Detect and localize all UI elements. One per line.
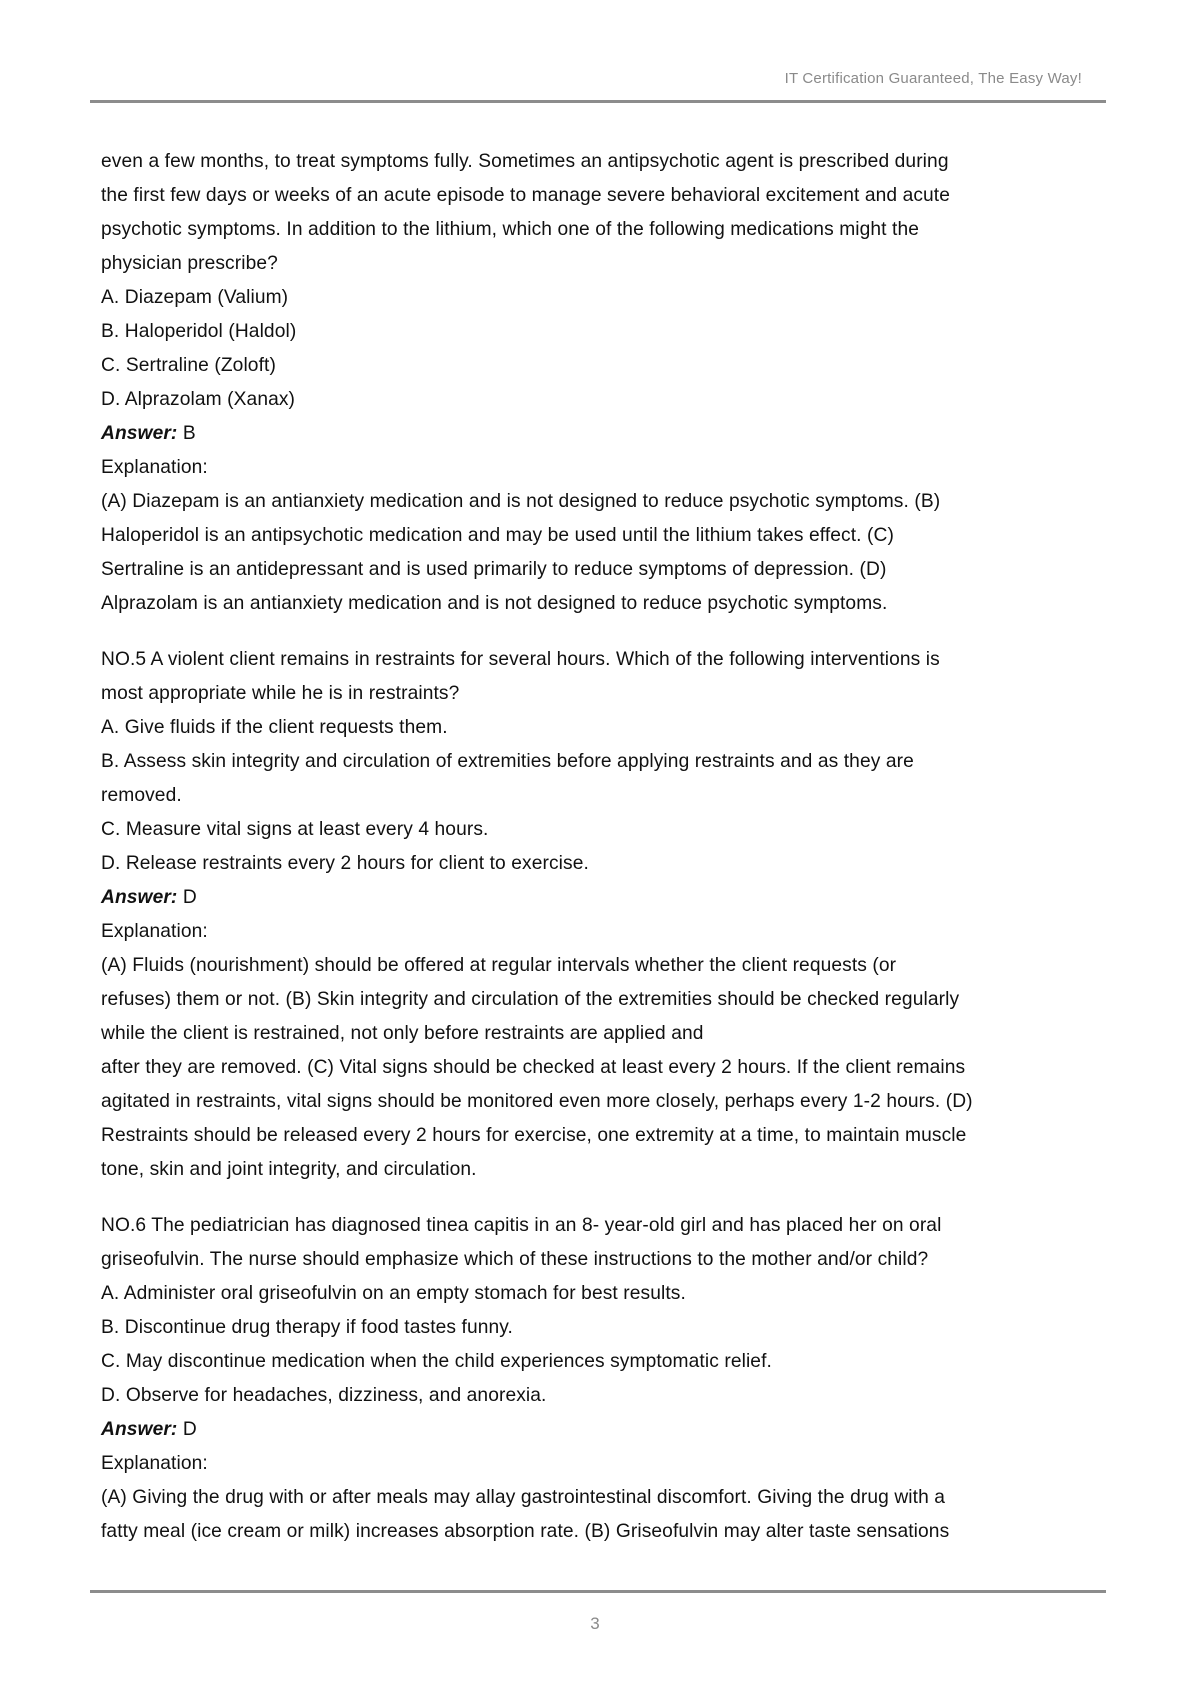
explanation-label: Explanation: [101,1453,208,1474]
explanation-line: after they are removed. (C) Vital signs should be checked at least every 2 hours. If the client remains [101,1057,966,1078]
explanation-line: while the client is restrained, not only before restraints are applied and [101,1023,704,1044]
question-text-line: NO.5 A violent client remains in restraints for several hours. Which of the following interventions is [101,649,940,670]
answer-label: Answer: [101,1419,178,1440]
explanation-line: tone, skin and joint integrity, and circulation. [101,1159,477,1180]
option-a: A. Give fluids if the client requests them. [101,717,448,738]
answer-label: Answer: [101,887,178,908]
option-b: B. Haloperidol (Haldol) [101,321,297,342]
answer-value: D [177,887,197,908]
explanation-line: (A) Diazepam is an antianxiety medication and is not designed to reduce psychotic symptoms. (B) [101,491,941,512]
section-gap [101,621,1096,643]
question-text-line: griseofulvin. The nurse should emphasize which of these instructions to the mother and/or child? [101,1249,929,1270]
answer-value: B [177,423,196,444]
header-divider [90,100,1106,103]
answer-value: D [177,1419,197,1440]
option-a: A. Diazepam (Valium) [101,287,289,308]
explanation-line: Restraints should be released every 2 hours for exercise, one extremity at a time, to maintain muscle [101,1125,967,1146]
header-tagline: IT Certification Guaranteed, The Easy Way! [784,70,1082,87]
answer-line [101,881,1096,915]
question-text-line: most appropriate while he is in restraints? [101,683,460,704]
explanation-line: Haloperidol is an antipsychotic medication and may be used until the lithium takes effect. (C) [101,525,894,546]
explanation-line: (A) Giving the drug with or after meals may allay gastrointestinal discomfort. Giving the drug with a [101,1487,946,1508]
question-text-line: the first few days or weeks of an acute episode to manage severe behavioral excitement and acute [101,185,951,206]
explanation-line: refuses) them or not. (B) Skin integrity and circulation of the extremities should be checked regularly [101,989,960,1010]
explanation-line: fatty meal (ice cream or milk) increases absorption rate. (B) Griseofulvin may alter taste sensations [101,1521,950,1542]
page-content [101,145,1096,1549]
option-d: D. Release restraints every 2 hours for client to exercise. [101,853,589,874]
answer-line [101,417,1096,451]
option-a: A. Administer oral griseofulvin on an empty stomach for best results. [101,1283,686,1304]
explanation-line: agitated in restraints, vital signs should be monitored even more closely, perhaps every 1-2 hours. (D) [101,1091,973,1112]
explanation-line: (A) Fluids (nourishment) should be offered at regular intervals whether the client requests (or [101,955,897,976]
option-d: D. Alprazolam (Xanax) [101,389,296,410]
answer-label: Answer: [101,423,178,444]
page-number: 3 [590,1614,600,1633]
footer-divider [90,1590,1106,1593]
option-b: B. Assess skin integrity and circulation of extremities before applying restraints and as they are [101,751,914,772]
answer-line [101,1413,1096,1447]
question-6 [101,1209,1096,1549]
option-b-continued: removed. [101,785,182,806]
question-text-line: physician prescribe? [101,253,278,274]
question-text-line: even a few months, to treat symptoms fully. Sometimes an antipsychotic agent is prescribed during [101,151,949,172]
question-text-line: NO.6 The pediatrician has diagnosed tinea capitis in an 8- year-old girl and has placed her on oral [101,1215,942,1236]
question-5 [101,643,1096,1187]
section-gap [101,1187,1096,1209]
explanation-label: Explanation: [101,457,208,478]
option-c: C. Measure vital signs at least every 4 hours. [101,819,489,840]
explanation-line: Sertraline is an antidepressant and is used primarily to reduce symptoms of depression. (D) [101,559,887,580]
option-b: B. Discontinue drug therapy if food tastes funny. [101,1317,513,1338]
option-c: C. May discontinue medication when the child experiences symptomatic relief. [101,1351,772,1372]
question-continued [101,145,1096,621]
question-text-line: psychotic symptoms. In addition to the lithium, which one of the following medications might the [101,219,920,240]
explanation-line: Alprazolam is an antianxiety medication and is not designed to reduce psychotic symptoms. [101,593,888,614]
explanation-label: Explanation: [101,921,208,942]
option-c: C. Sertraline (Zoloft) [101,355,276,376]
option-d: D. Observe for headaches, dizziness, and anorexia. [101,1385,547,1406]
